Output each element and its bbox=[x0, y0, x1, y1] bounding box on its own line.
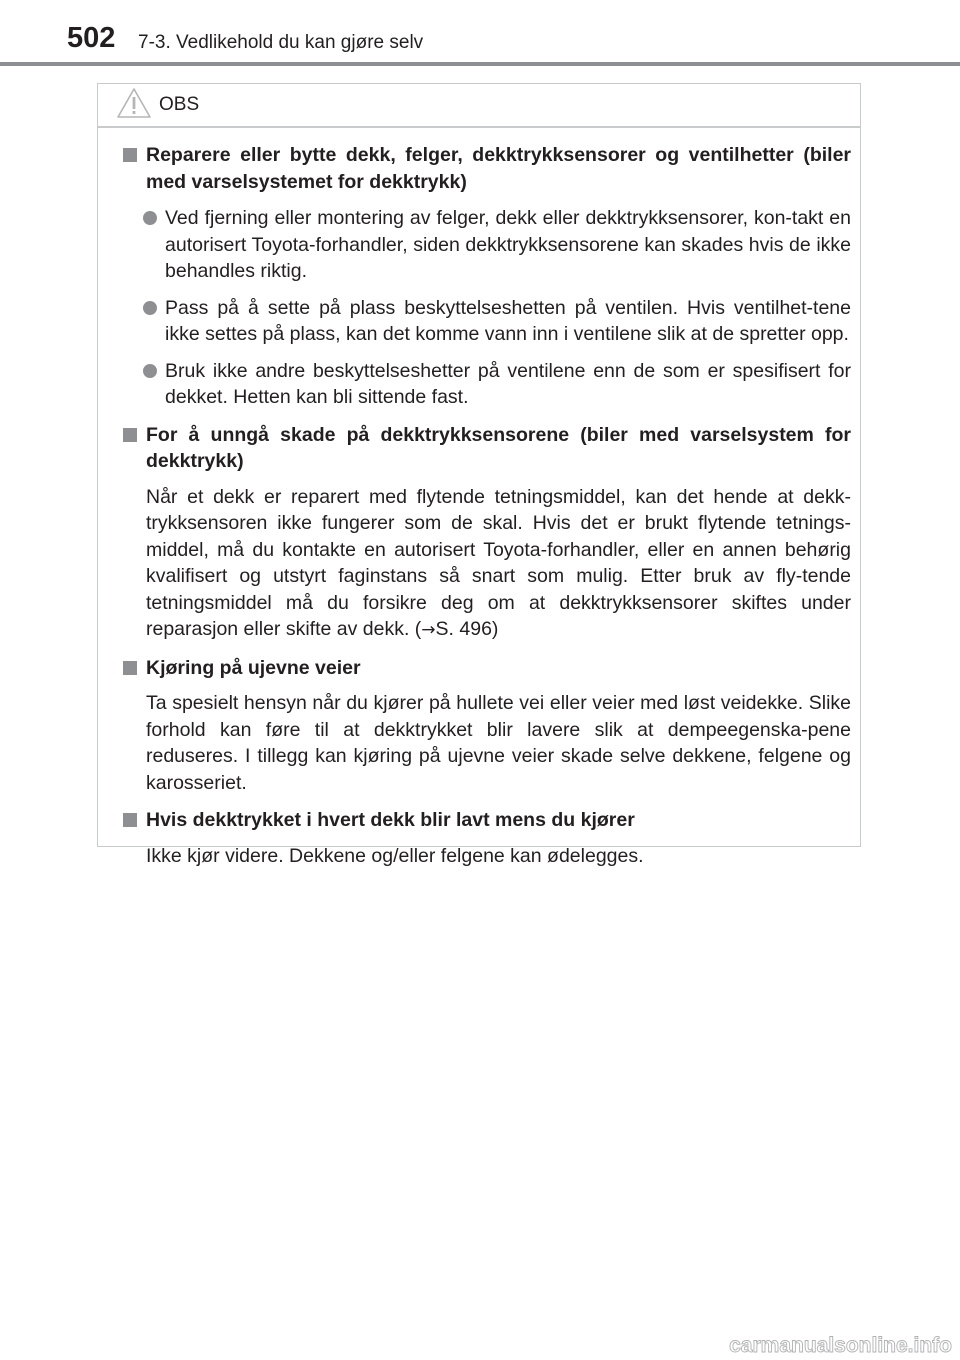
square-bullet-icon bbox=[123, 813, 137, 827]
arrow-right-icon: → bbox=[421, 620, 436, 640]
section-heading bbox=[123, 142, 851, 195]
notice-header bbox=[98, 84, 860, 128]
section-text-body: Når et dekk er reparert med flytende tetningsmiddel, kan det hende at dekk-trykksensoren ikke fungerer som de skal. Hvis det er brukt flytende tetnings-middel, må du kontakte en autorisert Toyota-forhandler, eller en annen behørig kvalifisert og utstyrt faginstans så snart som mulig. Etter bruk av fly-tende tetningsmiddel må du forsikre deg om at dekktrykksensorer skiftes under reparasjon eller skifte av dekk. ( bbox=[146, 485, 851, 640]
bullet-item bbox=[123, 295, 851, 348]
section-heading bbox=[123, 807, 851, 834]
bullet-text: Pass på å sette på plass beskyttelseshetten på ventilen. Hvis ventilhet-tene ikke settes på plass, kan det komme vann inn i ventilene slik at de spretter opp. bbox=[165, 296, 851, 345]
square-bullet-icon bbox=[123, 428, 137, 442]
section-heading bbox=[123, 655, 851, 682]
notice-box bbox=[97, 83, 861, 867]
section-heading-text: For å unngå skade på dekktrykksensorene (biler med varselsystem for dekktrykk) bbox=[146, 423, 851, 472]
bullet-item bbox=[123, 205, 851, 285]
page-reference-link[interactable]: S. 496) bbox=[435, 618, 499, 640]
round-bullet-icon bbox=[143, 211, 157, 225]
section-heading-text: Kjøring på ujevne veier bbox=[146, 656, 361, 679]
section-text bbox=[123, 484, 851, 644]
square-bullet-icon bbox=[123, 661, 137, 675]
round-bullet-icon bbox=[143, 364, 157, 378]
section-text: Ikke kjør videre. Dekkene og/eller felgene kan ødelegges. bbox=[146, 844, 644, 867]
section-heading-text: Hvis dekktrykket i hvert dekk blir lavt mens du kjører bbox=[146, 809, 635, 831]
page-number: 502 bbox=[67, 22, 116, 54]
bullet-text: Bruk ikke andre beskyttelseshetter på ventilene enn de som er spesifisert for dekket. Hetten kan bli sittende fast. bbox=[165, 359, 851, 408]
section-heading bbox=[123, 422, 851, 475]
header-rule bbox=[0, 62, 960, 66]
warning-triangle-icon bbox=[116, 87, 152, 119]
section-title: 7-3. Vedlikehold du kan gjøre selv bbox=[138, 32, 424, 53]
bullet-text: Ved fjerning eller montering av felger, dekk eller dekktrykksensorer, kon-takt en autorisert Toyota-forhandler, siden dekktrykksensorene kan skades hvis de ikke behandles riktig. bbox=[165, 207, 851, 282]
notice-label: OBS bbox=[159, 94, 200, 115]
page-header bbox=[0, 0, 960, 66]
footer-watermark-text: carmanualsonline.info bbox=[729, 1334, 952, 1357]
round-bullet-icon bbox=[143, 301, 157, 315]
bullet-item bbox=[123, 358, 851, 411]
section-heading-text: Reparere eller bytte dekk, felger, dekktrykksensorer og ventilhetter (biler med varselsystemet for dekktrykk) bbox=[146, 144, 851, 193]
section-text: Ta spesielt hensyn når du kjører på hullete vei eller veier med løst veidekke. Slike forhold kan føre til at dekktrykket blir lavere slik at dempeegenska-pene reduseres. I tillegg kan kjøring på ujevne veier skade selve dekkene, felgene og karosseriet. bbox=[146, 692, 851, 794]
notice-body bbox=[98, 128, 860, 869]
footer-watermark bbox=[654, 1330, 954, 1360]
square-bullet-icon bbox=[123, 148, 137, 162]
